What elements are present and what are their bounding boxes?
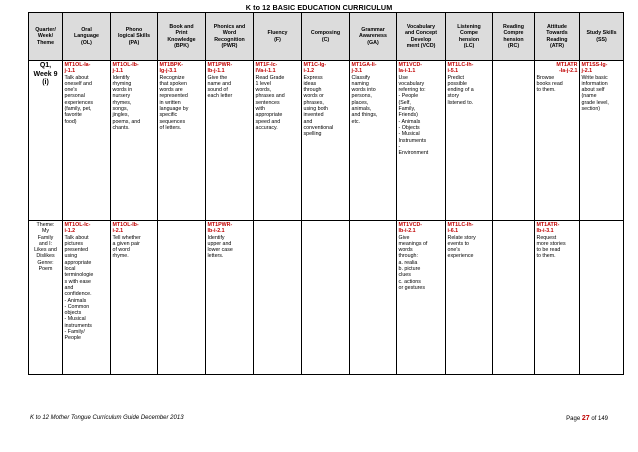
table-cell	[158, 61, 206, 221]
competency-text: Use vocabulary referring to: - People (Self, Family, Friends) - Animals - Objects - Musical Instruments - Environment	[398, 74, 429, 157]
competency-code: MT1F-Ic- IVa-i-1.1	[255, 62, 278, 75]
curriculum-table	[28, 12, 624, 375]
table-cell	[158, 221, 206, 375]
competency-code: MT1SS-Ig- j-2.1	[581, 62, 608, 75]
table-cell	[580, 61, 624, 221]
competency-code: MT1ATR -Ia-j-2.1	[556, 62, 578, 75]
competency-text: Identify upper and lower case letters.	[207, 234, 233, 260]
competency-text: Talk about oneself and one's personal experiences (family, pet, favorite food)	[64, 74, 94, 125]
table-cell	[493, 221, 535, 375]
table-cell	[254, 221, 302, 375]
table-cell	[446, 221, 493, 375]
header-study-skills: Study Skills (SS)	[580, 13, 624, 61]
footer-document-title: K to 12 Mother Tongue Curriculum Guide December 2013	[30, 415, 184, 421]
header-phonics: Phonics and Word Recognition (PWR)	[206, 13, 254, 61]
table-cell	[63, 221, 111, 375]
competency-code: MT1C-Ig- i-1.2	[303, 62, 327, 75]
competency-text: Classify naming words into persons, places, animals, and things, etc.	[351, 74, 378, 125]
header-fluency: Fluency (F)	[254, 13, 302, 61]
header-oral-language: Oral Language (OL)	[63, 13, 111, 61]
table-cell	[397, 61, 446, 221]
competency-code: MT1GA-Ii- j-3.1	[351, 62, 377, 75]
table-cell	[350, 221, 397, 375]
table-cell	[206, 221, 254, 375]
competency-text: Give meanings of words through: a. realia b. picture clues c. actions or gestures	[398, 234, 428, 291]
competency-text: Express ideas through words or phrases, using both invented and conventional spelling	[303, 74, 334, 138]
competency-code: MT1VCD- Ib-i-2.1	[398, 222, 423, 235]
table-cell	[397, 221, 446, 375]
header-reading: Reading Compre hension (RC)	[493, 13, 535, 61]
competency-code: MT1OL-Ib- j-1.1	[112, 62, 139, 75]
table-row	[29, 221, 624, 375]
competency-text: Recognize that spoken words are represented in written language by specific sequences of letters.	[159, 74, 189, 131]
competency-code: MT1ATR- Ib-i-3.1	[536, 222, 560, 235]
table-cell	[63, 61, 111, 221]
header-grammar: Grammar Awareness (GA)	[350, 13, 397, 61]
competency-code: MT1OL-Ia- j-1.1	[64, 62, 91, 75]
theme-text: Theme: My Family and I: Likes and Dislikes Genre: Poem	[34, 222, 57, 273]
page-suffix: of 149	[591, 416, 608, 422]
footer-page-indicator	[566, 415, 608, 422]
table-cell	[493, 61, 535, 221]
competency-code: MT1LC-Ih- i-5.1	[447, 62, 474, 75]
competency-code: MT1BPK- Ig-j-3.1	[159, 62, 184, 75]
table-cell	[446, 61, 493, 221]
page-title: K to 12 BASIC EDUCATION CURRICULUM	[245, 3, 393, 12]
competency-code: MT1PWR- Ib-j-1.1	[207, 62, 233, 75]
header-book-print: Book and Print Knowledge (BPK)	[158, 13, 206, 61]
table-cell	[111, 221, 158, 375]
header-listening: Listening Compe hension (LC)	[446, 13, 493, 61]
table-cell	[206, 61, 254, 221]
table-cell	[350, 61, 397, 221]
competency-code: MT1OL-Ic- i-1.2	[64, 222, 91, 235]
competency-text: Request more stories to be read to them.	[536, 234, 566, 260]
competency-text: Relate story events to one's experience	[447, 234, 476, 260]
competency-code: MT1OL-Ib- i-2.1	[112, 222, 139, 235]
quarter-week-cell	[29, 61, 63, 221]
table-cell	[302, 61, 350, 221]
header-attitude: Attitude Towards Reading (ATR)	[535, 13, 580, 61]
table-cell	[111, 61, 158, 221]
competency-text: Talk about pictures presented using appropriate local terminologie s with ease and confidence. - Animals - Common objects - Musical instruments - Family/ People	[64, 234, 94, 342]
header-phonological-skills: Phono logical Skills (PA)	[111, 13, 158, 61]
competency-text: Browse books read to them.	[536, 74, 563, 94]
table-cell	[254, 61, 302, 221]
table-cell	[535, 61, 580, 221]
table-cell	[535, 221, 580, 375]
page-prefix: Page	[566, 416, 581, 422]
table-cell	[580, 221, 624, 375]
competency-text: Write basic information about self (name grade level, section)	[581, 74, 609, 113]
theme-cell	[29, 221, 63, 375]
competency-text: Tell whether a given pair of word rhyme.	[112, 234, 141, 260]
competency-code: MT1LC-Ih- i-6.1	[447, 222, 474, 235]
header-composing: Composing (C)	[302, 13, 350, 61]
table-cell	[302, 221, 350, 375]
competency-text: Identify rhyming words in nursery rhymes, songs, jingles, poems, and chants.	[112, 74, 141, 131]
header-vocabulary: Vocabulary and Concept Develop ment (VCD)	[397, 13, 446, 61]
header-quarter: Quarter/ Week/ Theme	[29, 13, 63, 61]
competency-code: MT1PWR- Ib-i-2.1	[207, 222, 233, 235]
competency-text: Give the name and sound of each letter	[207, 74, 233, 100]
competency-text: Read Grade 1 level words, phrases and sentences with appropriate speed and accuracy.	[255, 74, 285, 131]
competency-text: Predict possible ending of a story listened to.	[447, 74, 474, 106]
page-number: 27	[581, 415, 590, 422]
header-row	[29, 13, 624, 61]
table-row	[29, 61, 624, 221]
quarter-week-label: Q1, Week 9 (i)	[33, 62, 58, 87]
competency-code: MT1VCD- Ia-i-1.1	[398, 62, 423, 75]
